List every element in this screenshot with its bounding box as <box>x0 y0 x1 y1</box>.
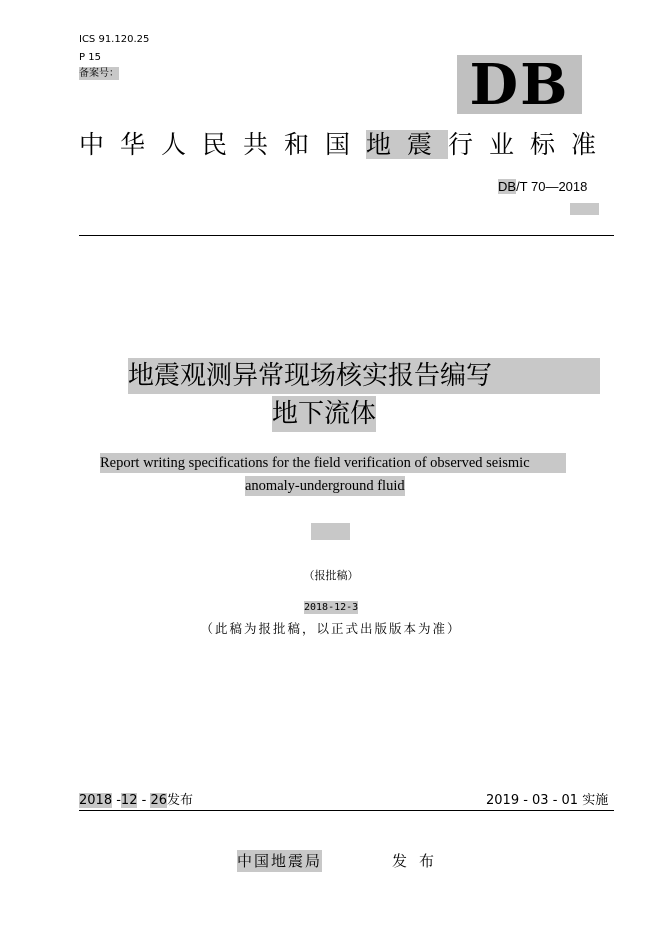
consistency-level-box <box>311 523 350 540</box>
standard-code: /T 70—2018 <box>516 179 588 194</box>
publish-day: 26 <box>150 793 167 808</box>
issuing-authority: 中国地震局 <box>237 852 323 870</box>
industry-standard-heading <box>79 128 619 162</box>
publish-date <box>79 792 193 810</box>
ics-code: ICS 91.120.25 <box>79 34 150 45</box>
draft-date: 2018-12-3 <box>304 602 359 613</box>
title-chinese-line2: 地下流体 <box>272 396 376 432</box>
implement-word: 实施 <box>582 793 609 808</box>
record-number-label: 备案号： <box>79 68 119 79</box>
publish-sep1: - <box>112 793 121 808</box>
draft-label: （报批稿） <box>303 569 359 582</box>
draft-note: （此稿为报批稿，以正式出版版本为准） <box>200 621 462 636</box>
publish-sep2: - <box>137 793 151 808</box>
implement-date <box>486 792 608 810</box>
top-divider <box>79 235 614 236</box>
issue-word: 发布 <box>392 852 447 870</box>
ccs-code: P 15 <box>79 52 101 63</box>
industry-suffix: 行业标准 <box>448 130 613 159</box>
title-english-line2: anomaly-underground fluid <box>245 478 405 494</box>
replace-standard-box <box>570 203 599 215</box>
bottom-divider <box>79 810 614 811</box>
industry-prefix: 中华人民共和国 <box>79 130 367 159</box>
db-logo: DB <box>457 55 582 114</box>
publish-word: 发布 <box>166 793 193 808</box>
implement-date-value: 2019 - 03 - 01 <box>486 793 579 808</box>
publish-year: 2018 <box>79 793 113 808</box>
title-chinese-line1: 地震观测异常现场核实报告编写 <box>128 358 600 394</box>
standard-number <box>498 178 587 195</box>
standard-prefix: DB <box>498 179 517 194</box>
industry-field: 地震 <box>366 130 449 159</box>
title-english-line1: Report writing specifications for the field verification of observed seismic <box>100 453 566 473</box>
publish-month: 12 <box>120 793 138 808</box>
